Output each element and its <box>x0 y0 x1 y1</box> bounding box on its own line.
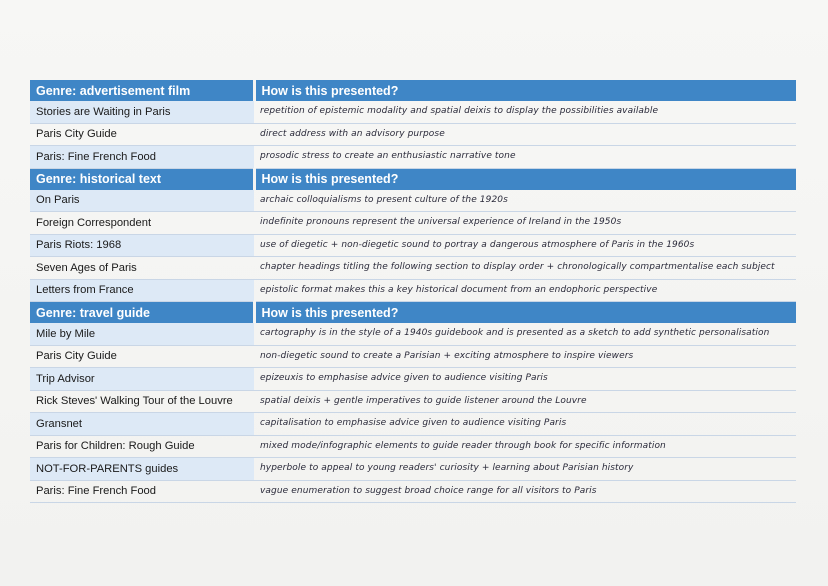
text-title-cell: Paris: Fine French Food <box>30 480 254 503</box>
text-title-cell: Gransnet <box>30 413 254 436</box>
table-row <box>30 413 796 436</box>
genre-heading: Genre: historical text <box>30 168 254 190</box>
text-title-cell: Trip Advisor <box>30 368 254 391</box>
handwritten-note-cell: hyperbole to appeal to young readers' curiosity + learning about Parisian history <box>254 458 796 481</box>
text-title-cell: On Paris <box>30 190 254 212</box>
table-row <box>30 435 796 458</box>
handwritten-note-cell: cartography is in the style of a 1940s guidebook and is presented as a sketch to add synthetic personalisation <box>254 323 796 345</box>
handwritten-note-cell: indefinite pronouns represent the universal experience of Ireland in the 1950s <box>254 212 796 235</box>
handwritten-note-cell: direct address with an advisory purpose <box>254 123 796 146</box>
handwritten-note-cell: vague enumeration to suggest broad choice range for all visitors to Paris <box>254 480 796 503</box>
table-row <box>30 257 796 280</box>
genre-header-row <box>30 302 796 324</box>
table-row <box>30 480 796 503</box>
genre-header-row <box>30 80 796 101</box>
text-title-cell: Paris Riots: 1968 <box>30 234 254 257</box>
handwritten-note-cell: epistolic format makes this a key historical document from an endophoric perspective <box>254 279 796 302</box>
text-title-cell: Mile by Mile <box>30 323 254 345</box>
handwritten-note-cell: capitalisation to emphasise advice given to audience visiting Paris <box>254 413 796 436</box>
table-row <box>30 390 796 413</box>
genre-heading: Genre: travel guide <box>30 302 254 324</box>
table-row <box>30 345 796 368</box>
table-row <box>30 368 796 391</box>
handwritten-note-cell: mixed mode/infographic elements to guide reader through book for specific information <box>254 435 796 458</box>
handwritten-note-cell: non-diegetic sound to create a Parisian + exciting atmosphere to inspire viewers <box>254 345 796 368</box>
text-title-cell: Stories are Waiting in Paris <box>30 101 254 123</box>
handwritten-note-cell: prosodic stress to create an enthusiastic narrative tone <box>254 146 796 169</box>
question-heading: How is this presented? <box>254 80 796 101</box>
table-row <box>30 279 796 302</box>
question-heading: How is this presented? <box>254 168 796 190</box>
table-row <box>30 234 796 257</box>
table-row <box>30 123 796 146</box>
question-heading: How is this presented? <box>254 302 796 324</box>
table-row <box>30 212 796 235</box>
table-row <box>30 190 796 212</box>
text-title-cell: Seven Ages of Paris <box>30 257 254 280</box>
handwritten-note-cell: repetition of epistemic modality and spatial deixis to display the possibilities available <box>254 101 796 123</box>
text-title-cell: NOT-FOR-PARENTS guides <box>30 458 254 481</box>
text-title-cell: Paris City Guide <box>30 123 254 146</box>
genre-heading: Genre: advertisement film <box>30 80 254 101</box>
text-title-cell: Letters from France <box>30 279 254 302</box>
text-title-cell: Rick Steves' Walking Tour of the Louvre <box>30 390 254 413</box>
handwritten-note-cell: chapter headings titling the following section to display order + chronologically compartmentalise each subject <box>254 257 796 280</box>
table-row <box>30 101 796 123</box>
table-row <box>30 323 796 345</box>
handwritten-note-cell: spatial deixis + gentle imperatives to guide listener around the Louvre <box>254 390 796 413</box>
genre-header-row <box>30 168 796 190</box>
handwritten-note-cell: epizeuxis to emphasise advice given to audience visiting Paris <box>254 368 796 391</box>
text-title-cell: Paris for Children: Rough Guide <box>30 435 254 458</box>
table-row <box>30 146 796 169</box>
text-title-cell: Paris: Fine French Food <box>30 146 254 169</box>
text-title-cell: Foreign Correspondent <box>30 212 254 235</box>
genre-table <box>30 80 796 503</box>
table-row <box>30 458 796 481</box>
handwritten-note-cell: use of diegetic + non-diegetic sound to portray a dangerous atmosphere of Paris in the 1960s <box>254 234 796 257</box>
handwritten-note-cell: archaic colloquialisms to present culture of the 1920s <box>254 190 796 212</box>
text-title-cell: Paris City Guide <box>30 345 254 368</box>
